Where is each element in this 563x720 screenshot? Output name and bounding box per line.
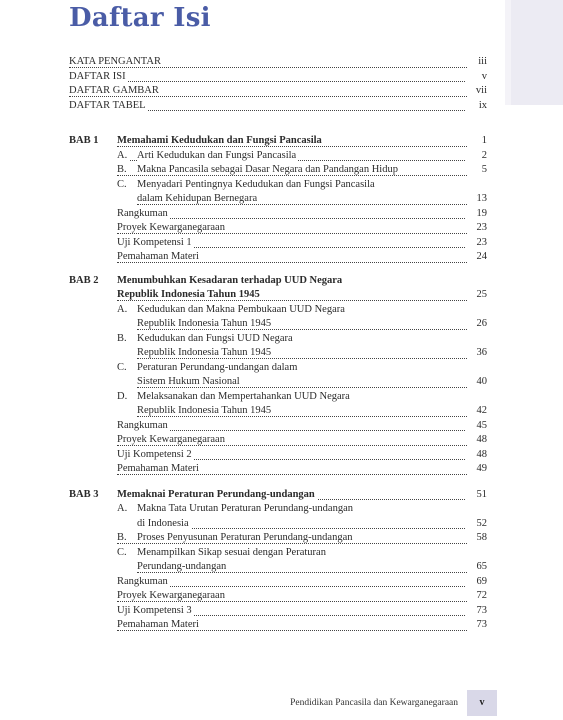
toc-entry-text: Republik Indonesia Tahun 1945 — [137, 318, 272, 329]
toc-entry[interactable] — [69, 463, 487, 478]
toc-entry-page: 13 — [465, 193, 487, 204]
toc-entry[interactable] — [69, 347, 487, 362]
footer-book-title: Pendidikan Pancasila dan Kewarganegaraan — [290, 698, 458, 708]
toc-entry[interactable] — [69, 561, 487, 576]
toc-entry-page: 23 — [465, 237, 487, 248]
toc-entry-page: 36 — [465, 347, 487, 358]
toc-entry-text: Proyek Kewarganegaraan — [117, 590, 225, 601]
toc-entry-page: 69 — [465, 576, 487, 587]
toc-entry-page: 25 — [465, 289, 487, 300]
chapter-2-entry[interactable] — [69, 289, 487, 304]
chapter-label: BAB 3 — [69, 488, 99, 500]
toc-entry-page: 73 — [465, 605, 487, 616]
toc-entry-line — [69, 391, 487, 406]
toc-entry-text: Rangkuman — [117, 575, 168, 587]
toc-entry[interactable] — [69, 619, 487, 634]
toc-entry-text: Proses Penyusunan Peraturan Perundang-undangan — [137, 532, 353, 543]
toc-entry-page: 40 — [465, 376, 487, 387]
section-letter: C. — [117, 546, 127, 558]
toc-entry-text: dalam Kehidupan Bernegara — [137, 193, 258, 204]
toc-entry[interactable] — [69, 56, 487, 71]
chapter-label: BAB 2 — [69, 274, 99, 286]
toc-entry-text: DAFTAR ISI — [69, 70, 126, 82]
toc-entry-page: 26 — [465, 318, 487, 329]
toc-entry-page: 5 — [465, 164, 487, 175]
toc-entry[interactable] — [69, 222, 487, 237]
toc-entry[interactable] — [69, 193, 487, 208]
chapter-label: BAB 1 — [69, 135, 99, 146]
toc-entry-page: 65 — [465, 561, 487, 572]
toc-entry-text: KATA PENGANTAR — [69, 56, 161, 67]
toc-entry-page: 73 — [465, 619, 487, 630]
toc-entry[interactable] — [69, 405, 487, 420]
toc-entry-page: v — [465, 71, 487, 82]
page-title: Daftar Isi — [69, 3, 211, 33]
toc-entry[interactable] — [69, 150, 487, 165]
toc-entry-page: 42 — [465, 405, 487, 416]
section-letter: C. — [117, 178, 127, 190]
toc-entry[interactable] — [69, 71, 487, 86]
toc-entry-page: 51 — [465, 489, 487, 500]
toc-entry[interactable] — [69, 376, 487, 391]
chapter-3-entry[interactable] — [69, 489, 487, 504]
toc-entry-text: Kedudukan dan Fungsi UUD Negara — [137, 332, 293, 344]
toc-entry-text: Peraturan Perundang-undangan dalam — [137, 361, 298, 373]
toc-entry-page: ix — [465, 100, 487, 111]
toc-entry-page: 49 — [465, 463, 487, 474]
toc-entry-page: 45 — [465, 420, 487, 431]
toc-entry-text: DAFTAR TABEL — [69, 99, 146, 111]
toc-entry-page: vii — [465, 85, 487, 96]
section-letter: B. — [117, 332, 127, 344]
toc-entry-line — [69, 362, 487, 377]
toc-entry-page: 24 — [465, 251, 487, 262]
section-letter: A. — [117, 303, 128, 315]
toc-entry[interactable] — [69, 251, 487, 266]
chapter-title: Menumbuhkan Kesadaran terhadap UUD Negara — [117, 274, 343, 286]
toc-entry-text: DAFTAR GAMBAR — [69, 85, 159, 96]
toc-entry-page: 48 — [465, 434, 487, 445]
toc-entry[interactable] — [69, 318, 487, 333]
toc-entry-text: Rangkuman — [117, 419, 168, 431]
toc-entry[interactable] — [69, 164, 487, 179]
toc-entry-text: di Indonesia — [137, 517, 189, 529]
toc-entry[interactable] — [69, 449, 487, 464]
toc-entry-text: Proyek Kewarganegaraan — [117, 222, 225, 233]
page-number: v — [467, 690, 497, 716]
toc-entry[interactable] — [69, 85, 487, 100]
section-letter: D. — [117, 390, 128, 402]
toc-entry[interactable] — [69, 518, 487, 533]
section-letter: A. — [117, 503, 128, 514]
toc-entry-page: 1 — [465, 135, 487, 146]
toc-entry-page: 2 — [465, 150, 487, 161]
toc-entry-line — [69, 333, 487, 348]
toc-entry-page: 23 — [465, 222, 487, 233]
toc-entry[interactable] — [69, 532, 487, 547]
toc-entry-line — [69, 503, 487, 518]
chapter-title: Republik Indonesia Tahun 1945 — [117, 289, 260, 300]
toc-entry[interactable] — [69, 605, 487, 620]
toc-entry[interactable] — [69, 208, 487, 223]
toc-entry-text: Kedudukan dan Makna Pembukaan UUD Negara — [137, 303, 345, 315]
chapter-1-entry[interactable] — [69, 135, 487, 150]
toc-entry-text: Arti Kedudukan dan Fungsi Pancasila — [137, 149, 297, 161]
toc-entry-line — [69, 304, 487, 319]
toc-entry-text: Menyadari Pentingnya Kedudukan dan Fungsi Pancasila — [137, 178, 375, 190]
section-letter: B. — [117, 164, 127, 175]
toc-entry-text: Makna Tata Urutan Peraturan Perundang-undangan — [137, 503, 353, 514]
toc-entry[interactable] — [69, 237, 487, 252]
toc-entry-line — [69, 179, 487, 194]
toc-entry-page: 58 — [465, 532, 487, 543]
toc-entry-page: 48 — [465, 449, 487, 460]
toc-entry-text: Perundang-undangan — [137, 561, 227, 572]
table-of-contents — [69, 56, 487, 634]
section-letter: B. — [117, 532, 127, 543]
toc-entry[interactable] — [69, 590, 487, 605]
chapter-title: Memaknai Peraturan Perundang-undangan — [117, 488, 315, 500]
toc-entry-text: Makna Pancasila sebagai Dasar Negara dan Pandangan Hidup — [137, 164, 398, 175]
toc-entry-text: Rangkuman — [117, 207, 168, 219]
toc-entry-text: Menampilkan Sikap sesuai dengan Peraturan — [137, 546, 326, 558]
toc-entry[interactable] — [69, 420, 487, 435]
toc-entry-text: Republik Indonesia Tahun 1945 — [137, 405, 272, 416]
toc-entry-page: 19 — [465, 208, 487, 219]
toc-entry-page: 72 — [465, 590, 487, 601]
toc-entry-text: Sistem Hukum Nasional — [137, 376, 240, 387]
toc-entry-text: Pemahaman Materi — [117, 619, 199, 630]
toc-entry-text: Pemahaman Materi — [117, 463, 199, 474]
toc-entry-text: Uji Kompetensi 2 — [117, 448, 192, 460]
toc-entry-text: Proyek Kewarganegaraan — [117, 434, 225, 445]
section-letter: C. — [117, 361, 127, 373]
chapter-title: Memahami Kedudukan dan Fungsi Pancasila — [117, 135, 322, 146]
toc-entry-text: Republik Indonesia Tahun 1945 — [137, 347, 272, 358]
toc-entry[interactable] — [69, 576, 487, 591]
toc-entry-text: Melaksanakan dan Mempertahankan UUD Negara — [137, 390, 350, 402]
section-letter: A. — [117, 149, 128, 161]
corner-decoration — [511, 0, 563, 105]
chapter-2-heading — [69, 275, 487, 290]
toc-entry-line — [69, 547, 487, 562]
toc-entry-page: iii — [465, 56, 487, 67]
toc-entry-text: Uji Kompetensi 3 — [117, 604, 192, 616]
toc-entry[interactable] — [69, 100, 487, 115]
toc-entry[interactable] — [69, 434, 487, 449]
toc-entry-text: Uji Kompetensi 1 — [117, 236, 192, 248]
toc-entry-text: Pemahaman Materi — [117, 251, 199, 262]
toc-entry-page: 52 — [465, 518, 487, 529]
